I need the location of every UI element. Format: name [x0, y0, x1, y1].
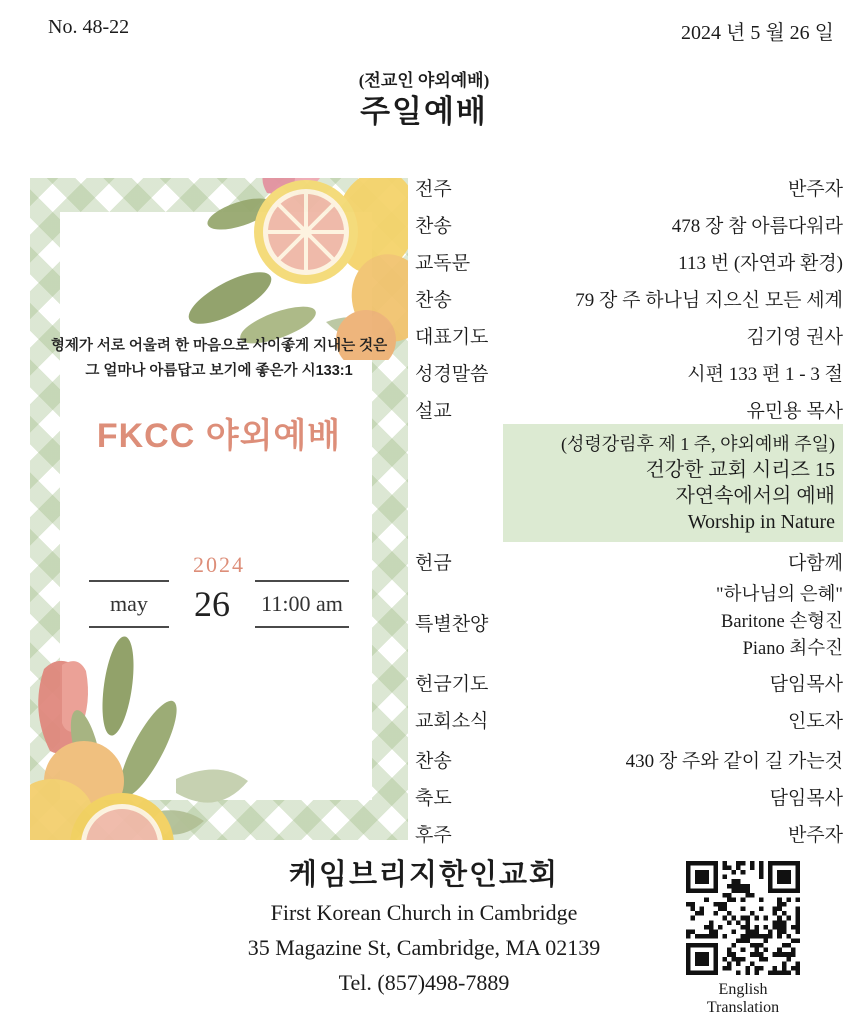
- program-row-hymn-1: [415, 215, 843, 239]
- sermon-note-line-4: Worship in Nature: [687, 511, 835, 533]
- program-value: 담임목사: [769, 788, 843, 809]
- program-label: 찬송: [415, 216, 452, 237]
- sermon-note-line-2: 건강한 교회 시리즈 15: [645, 459, 835, 481]
- program-label: 찬송: [415, 290, 452, 311]
- program-label: 후주: [415, 825, 452, 846]
- program-row-benediction: [415, 787, 843, 811]
- program-value: 79 장 주 하나님 지으신 모든 세계: [575, 290, 843, 311]
- header-date: 2024 년 5 월 26 일: [681, 22, 834, 44]
- citrus-illustration-bottom-left: [30, 631, 266, 840]
- program-row-hymn-2: [415, 289, 843, 313]
- service-subtitle: (전교인 야외예배): [358, 71, 490, 90]
- verse-line-1: 형제가 서로 어울려 한 마음으로 사이좋게 지내는 것은: [50, 338, 388, 354]
- poster-time: 11:00 am: [255, 580, 349, 628]
- church-phone: Tel. (857)498-7889: [338, 970, 510, 995]
- program-row-prelude: [415, 178, 843, 202]
- qr-label: English Translation: [706, 981, 780, 1016]
- order-of-worship: [415, 178, 843, 861]
- program-value: 반주자: [787, 179, 843, 200]
- poster-date-row: [30, 580, 408, 628]
- program-row-scripture: [415, 363, 843, 387]
- program-value: 113 번 (자연과 환경): [678, 253, 843, 274]
- program-label: 교회소식: [415, 711, 489, 732]
- sermon-note-line-1: (성령강림후 제 1 주, 야외예배 주일): [560, 434, 835, 454]
- poster-event-title: FKCC 야외예배: [96, 417, 342, 455]
- program-label: 전주: [415, 179, 452, 200]
- service-title: 주일예배: [360, 94, 488, 129]
- program-label: 축도: [415, 788, 452, 809]
- program-row-hymn-3: [415, 750, 843, 774]
- church-name-korean: 케임브리지한인교회: [288, 859, 560, 891]
- citrus-illustration-top-right: [178, 178, 408, 360]
- program-row-sermon: [415, 400, 843, 424]
- verse-line-2: 그 얼마나 아름답고 보기에 좋은가 시133:1: [85, 363, 353, 379]
- program-value: 반주자: [787, 825, 843, 846]
- program-value: 478 장 참 아름다워라: [671, 216, 843, 237]
- program-label: 헌금: [415, 553, 452, 574]
- poster-day: 26: [194, 584, 230, 624]
- sermon-note-highlight: [503, 424, 843, 542]
- issue-number: No. 48-22: [48, 16, 130, 38]
- poster-year: 2024: [193, 552, 245, 577]
- special-praise-line-2: Baritone 손형진: [721, 612, 843, 632]
- program-row-postlude: [415, 824, 843, 848]
- program-value: 김기영 권사: [746, 327, 843, 348]
- program-label: 특별찬양: [415, 614, 489, 635]
- program-row-special-praise: [415, 582, 843, 663]
- program-row-offering: [415, 552, 843, 576]
- program-row-offering-prayer: [415, 673, 843, 697]
- program-value: 430 장 주와 같이 길 가는것: [625, 751, 843, 772]
- program-value: 시편 133 편 1 - 3 절: [687, 364, 843, 385]
- qr-section: [682, 861, 804, 1017]
- program-label: 헌금기도: [415, 674, 489, 695]
- special-praise-lines: [716, 582, 843, 663]
- program-value: 다함께: [787, 553, 843, 574]
- program-label: 대표기도: [415, 327, 489, 348]
- program-value: 유민용 목사: [746, 401, 843, 422]
- sermon-note-line-3: 자연속에서의 예배: [675, 485, 835, 507]
- event-poster: [30, 178, 408, 840]
- church-name-english: First Korean Church in Cambridge: [270, 900, 578, 925]
- poster-verse: [30, 334, 408, 384]
- special-praise-line-1: "하나님의 은혜": [716, 585, 843, 605]
- qr-code: [686, 861, 800, 975]
- program-value: 인도자: [787, 711, 843, 732]
- special-praise-line-3: Piano 최수진: [742, 639, 843, 659]
- program-row-representative-prayer: [415, 326, 843, 350]
- church-address: 35 Magazine St, Cambridge, MA 02139: [247, 935, 601, 960]
- program-label: 찬송: [415, 751, 452, 772]
- program-row-announcements: [415, 710, 843, 734]
- program-label: 설교: [415, 401, 452, 422]
- program-value: 담임목사: [769, 674, 843, 695]
- program-row-responsive-reading: [415, 252, 843, 276]
- program-label: 교독문: [415, 253, 471, 274]
- program-label: 성경말씀: [415, 364, 489, 385]
- poster-month: may: [89, 580, 169, 628]
